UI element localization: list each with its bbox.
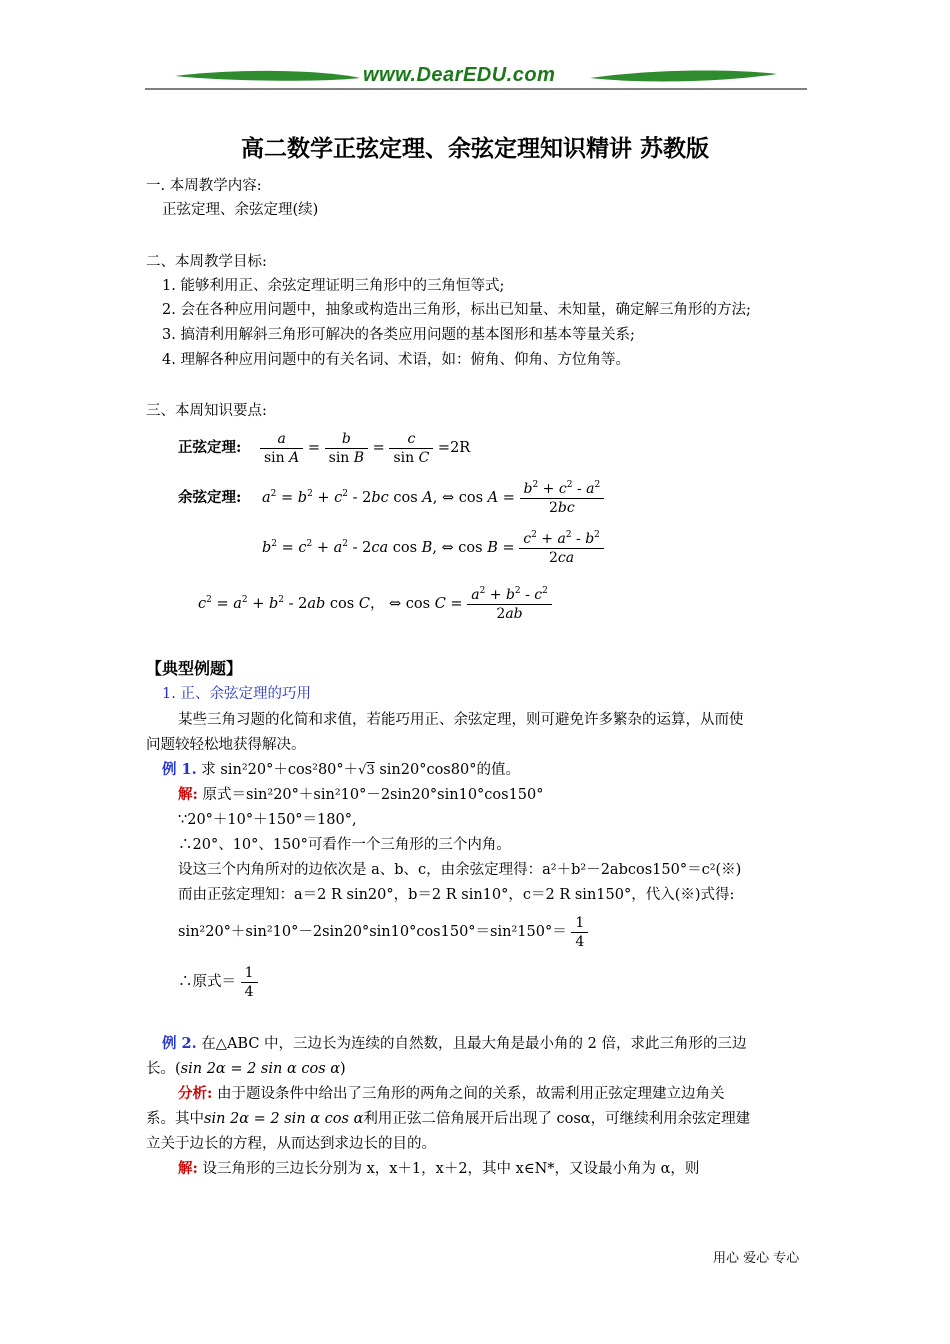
site-logo-text: www.DearEDU.com	[363, 64, 556, 86]
cosine-law-b: $b^2 = c^2 + a^2 - 2ca$ cos B, ⇔ cos B = $\frac{c^2 + a^2 - b^2}{2ca}$	[262, 526, 604, 570]
solution-2-line-1	[178, 1159, 699, 1179]
goal-item-1: 1. 能够利用正、余弦定理证明三角形中的三角恒等式;	[162, 278, 505, 294]
solution-1-line-7: ∴原式＝ $\frac{1}{4}$	[178, 960, 258, 1004]
analysis-line2-a: 系。其中	[146, 1111, 204, 1127]
cosine-law-label: 余弦定理:	[178, 489, 242, 506]
example-1-text-a: 求 sin²20°＋cos²80°＋	[201, 762, 359, 778]
solution-1-line-1	[178, 785, 544, 805]
topic-1-intro-line1: 某些三角习题的化简和求值，若能巧用正、余弦定理，则可避免许多繁杂的运算，从而使	[178, 712, 744, 728]
goal-item-2: 2. 会在各种应用问题中，抽象或构造出三角形，标出已知量、未知量，确定解三角形的方法;	[162, 302, 751, 318]
solution-1-line-1-text: 原式＝sin²20°＋sin²10°－2sin20°sin10°cos150°	[202, 787, 544, 803]
section1-content: 正弦定理、余弦定理(续)	[162, 202, 319, 218]
solution-1-line-3: ∴20°、10°、150°可看作一个三角形的三个内角。	[178, 837, 511, 853]
analysis-formula: sin 2α = 2 sin α cos α	[204, 1111, 364, 1127]
analysis-line1-text: 由于题设条件中给出了三角形的两角之间的关系，故需利用正弦定理建立边角关	[216, 1086, 725, 1102]
section2-heading: 二、本周教学目标:	[146, 254, 267, 270]
analysis-label: 分析:	[178, 1085, 213, 1102]
sine-law-label: 正弦定理:	[178, 439, 242, 456]
topic-1-intro-line2: 问题较轻松地获得解决。	[146, 737, 306, 753]
goal-item-3: 3. 搞清利用解斜三角形可解决的各类应用问题的基本图形和基本等量关系;	[162, 327, 635, 343]
page-footer: 用心 爱心 专心	[713, 1251, 800, 1266]
solution-1-line-6-text: sin²20°＋sin²10°－2sin20°sin10°cos150°＝sin²150°＝	[178, 924, 567, 940]
sine-law-formula: $\frac{a}{\text{sin A}}$ = $\frac{b}{\text{sin B}}$ = $\frac{c}{\text{sin C}}$ =2R	[260, 426, 470, 470]
solution-1-line-7-text: ∴原式＝	[178, 974, 236, 990]
example-2-text-3: )	[340, 1061, 346, 1077]
analysis-line2	[146, 1109, 750, 1129]
example-1-statement	[162, 760, 520, 781]
goal-item-4: 4. 理解各种应用问题中的有关名词、术语，如：俯角、仰角、方位角等。	[162, 352, 630, 368]
solution-1-line-4: 设这三个内角所对的边依次是 a、b、c，由余弦定理得：a²＋b²－2abcos150°＝c²(※)	[178, 862, 742, 878]
solution-1-line-2: ∵20°＋10°＋150°＝180°,	[178, 812, 357, 828]
example-2-text-2: 长。(	[146, 1061, 181, 1077]
solution-2-text: 设三角形的三边长分别为 x，x＋1，x＋2，其中 x∈N*，又设最小角为 α，则	[202, 1161, 700, 1177]
analysis-line3: 立关于边长的方程，从而达到求边长的目的。	[146, 1136, 436, 1152]
cosine-law-a: $a^2 = b^2 + c^2 - 2bc$ cos A, ⇔ cos A = $\frac{b^2 + c^2 - a^2}{2bc}$	[262, 476, 604, 520]
sine-law-tail: =2R	[437, 440, 471, 456]
example-2-statement-line2	[146, 1059, 346, 1079]
analysis-line1	[178, 1084, 724, 1104]
sqrt-3: √3	[358, 763, 375, 778]
example-2-hint: sin 2α = 2 sin α cos α	[180, 1061, 341, 1077]
example-2-statement-line1	[162, 1034, 747, 1054]
solution-1-label: 解:	[178, 786, 198, 803]
example-2-label: 例 2.	[162, 1035, 197, 1052]
solution-1-line-6: sin²20°＋sin²10°－2sin20°sin10°cos150°＝sin²150°＝ $\frac{1}{4}$	[178, 910, 588, 954]
section3-heading: 三、本周知识要点:	[146, 403, 267, 419]
example-1-text-b: sin20°cos80°的值。	[379, 762, 520, 778]
example-1-label: 例 1.	[162, 761, 197, 778]
examples-heading: 【典型例题】	[146, 659, 243, 678]
solution-1-line-5: 而由正弦定理知：a＝2 R sin20°，b＝2 R sin10°，c＝2 R sin150°，代入(※)式得:	[178, 887, 735, 903]
page-title: 高二数学正弦定理、余弦定理知识精讲 苏教版	[240, 135, 709, 162]
section1-heading: 一. 本周教学内容:	[146, 178, 262, 194]
example-2-text-1: 在△ABC 中，三边长为连续的自然数，且最大角是最小角的 2 倍，求此三角形的三边	[201, 1036, 747, 1052]
solution-2-label: 解:	[178, 1160, 198, 1177]
topic-1-heading: 1. 正、余弦定理的巧用	[162, 686, 311, 702]
cosine-law-c: $c^2 = a^2 + b^2 - 2ab$ cos C， ⇔ cos C = $\frac{a^2 + b^2 - c^2}{2ab}$	[198, 582, 552, 626]
analysis-line2-b: 利用正弦二倍角展开后出现了 cosα，可继续利用余弦定理建	[363, 1111, 751, 1127]
header-banner	[145, 62, 807, 92]
